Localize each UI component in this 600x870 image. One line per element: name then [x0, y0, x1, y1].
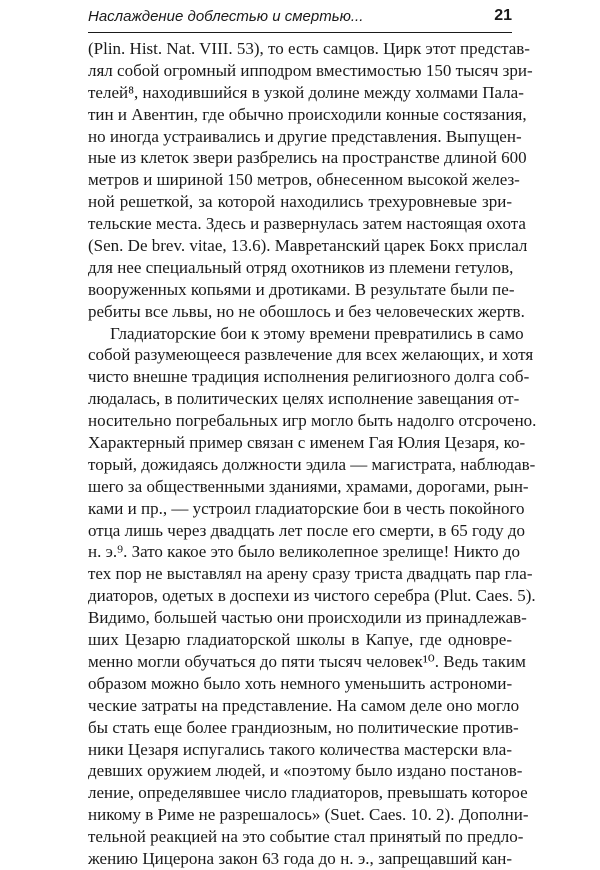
text-line: телей⁸, находившийся в узкой долине между холмами Пала- [88, 82, 524, 102]
text-line: ческие затраты на представление. На самом деле оно могло [88, 695, 520, 715]
text-line: чисто внешне традиция исполнения религиозного долга соб- [88, 367, 530, 387]
text-line: тельские места. Здесь и развернулась затем настоящая охота [88, 214, 526, 234]
text-line: ные из клеток звери разбрелись на пространстве длиной 600 [88, 148, 527, 168]
text-line: жению Цицерона закон 63 года до н. э., запрещавший кан- [88, 848, 512, 868]
text-line: метров и шириной 150 метров, обнесенном высокой желез- [88, 170, 520, 190]
text-line: ление, определявшее число гладиаторов, превышать которое [88, 783, 528, 803]
text-line: Характерный пример связан с именем Гая Юлия Цезаря, ко- [88, 433, 526, 453]
text-line: никому в Риме не разрешалось» (Suet. Caes. 10. 2). Дополни- [88, 805, 529, 825]
text-line: вооруженных копьями и дротиками. В результате были пе- [88, 279, 515, 299]
text-line: лял собой огромный ипподром вместимостью 150 тысяч зри- [88, 60, 533, 80]
text-line: (Plin. Hist. Nat. VIII. 53), то есть самцов. Цирк этот представ- [88, 39, 530, 58]
text-line: шего за общественными зданиями, храмами, дорогами, рын- [88, 476, 529, 496]
page-number: 21 [494, 7, 512, 24]
text-line: диаторов, одетых в доспехи из чистого серебра (Plut. Caes. 5). [88, 586, 536, 606]
body-text [88, 38, 537, 870]
text-line: (Sen. De brev. vitae, 13.6). Мавретанский царек Бокх прислал [88, 236, 528, 256]
text-line: ками и пр., — устроил гладиаторские бои в честь покойного [88, 498, 525, 518]
text-line: тех пор не выставлял на арену сразу триста двадцать пар гла- [88, 564, 533, 584]
text-line: Видимо, большей частью они происходили из принадлежав- [88, 608, 527, 628]
text-line: тельной реакцией на это событие стал принятый по предло- [88, 827, 524, 847]
text-line: ной решеткой, за которой находились трехуровневые зри- [88, 192, 512, 212]
text-line: ники Цезаря испугались такого количества мастерски вла- [88, 739, 512, 759]
text-line: людалась, в политических целях исполнение завещания от- [88, 389, 520, 409]
text-line: девших оружием людей, и «поэтому было издано постанов- [88, 761, 523, 781]
text-line: ших Цезарю гладиаторской школы в Капуе, где одновре- [88, 630, 512, 650]
running-header [88, 6, 512, 33]
text-line: носительно погребальных игр могло быть надолго отсрочено. [88, 411, 537, 431]
paragraph [88, 323, 537, 870]
text-line: образом можно было хоть немного уменьшить астрономи- [88, 673, 513, 693]
running-title: Наслаждение доблестью и смертью... [88, 8, 364, 25]
text-line: отца лишь через двадцать лет после его смерти, в 65 году до [88, 520, 526, 540]
text-line: н. э.⁹. Зато какое это было великолепное зрелище! Никто до [88, 542, 521, 562]
text-line: торый, дожидаясь должности эдила — магистрата, наблюдав- [88, 454, 536, 474]
text-line: Гладиаторские бои к этому времени превратились в само [110, 323, 524, 343]
text-line: бы стать еще более грандиозным, но политические против- [88, 717, 519, 737]
text-line: собой разумеющееся развлечение для всех желающих, и хотя [88, 345, 534, 365]
text-line: ребиты все львы, но не обошлось и без человеческих жертв. [88, 301, 525, 321]
text-line: тин и Авентин, где обычно происходили конные состязания, [88, 104, 527, 124]
text-line: менно могли обучаться до пяти тысяч человек¹⁰. Ведь таким [88, 651, 526, 671]
text-line: но иногда устраивались и другие представления. Выпущен- [88, 126, 522, 146]
paragraph [88, 38, 533, 323]
text-line: для нее специальный отряд охотников из племени гетулов, [88, 257, 514, 277]
